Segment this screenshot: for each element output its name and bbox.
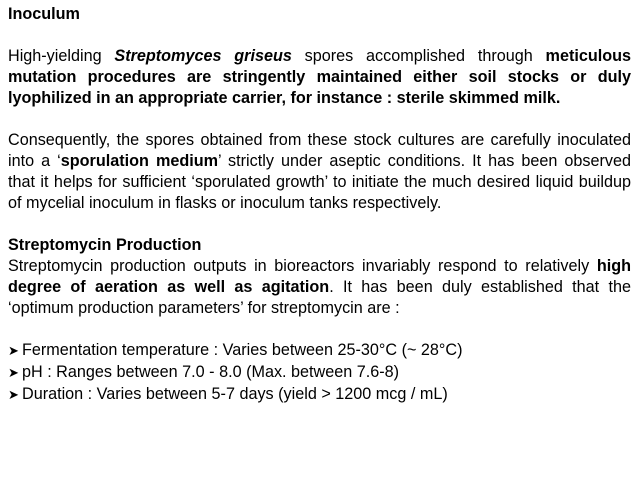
text-span: ’ strictly under aseptic conditions. It has been observed that it helps for sufficient ‘sporulated growth’ to initiate the much desired liquid buildup of mycelial inoculum in flasks or inoculum tanks respectively. (8, 152, 631, 212)
document-body (8, 4, 631, 406)
bold-text: high degree of aeration as well as agitation (8, 257, 631, 296)
spacer (8, 319, 631, 340)
species-name: Streptomyces griseus (114, 47, 292, 65)
arrow-bullet-icon: ➤ (8, 388, 19, 403)
paragraph-production-1 (8, 256, 631, 319)
bold-text: meticulous mutation procedures are stringently maintained either soil stocks or duly lyophilized in an appropriate carrier, for instance : sterile skimmed milk. (8, 47, 631, 107)
spacer (8, 109, 631, 130)
text-span: Consequently, the spores obtained from these stock cultures are carefully inoculated into a ‘ (8, 131, 631, 170)
list-item-text: pH : Ranges between 7.0 - 8.0 (Max. between 7.6-8) (22, 363, 400, 381)
list-item (8, 362, 631, 384)
list-item-text: Fermentation temperature : Varies between 25-30°C (~ 28°C) (22, 341, 463, 359)
text-span: spores accomplished through (291, 47, 546, 65)
arrow-bullet-icon: ➤ (8, 366, 19, 381)
list-item (8, 340, 631, 362)
paragraph-inoculum-2 (8, 130, 631, 214)
heading-inoculum: Inoculum (8, 5, 80, 23)
text-span: High-yielding (8, 47, 115, 65)
list-item-text: Duration : Varies between 5-7 days (yield > 1200 mcg / mL) (22, 385, 448, 403)
paragraph-inoculum-1 (8, 46, 631, 109)
spacer (8, 25, 631, 46)
list-item (8, 384, 631, 406)
arrow-bullet-icon: ➤ (8, 344, 19, 359)
parameter-list (8, 340, 631, 406)
text-span: Streptomycin production outputs in bioreactors invariably respond to relatively (8, 257, 597, 275)
bold-text: sporulation medium (60, 152, 219, 170)
text-span: . It has been duly established that the ‘optimum production parameters’ for streptomycin are : (8, 278, 631, 317)
heading-production: Streptomycin Production (8, 236, 202, 254)
spacer (8, 214, 631, 235)
